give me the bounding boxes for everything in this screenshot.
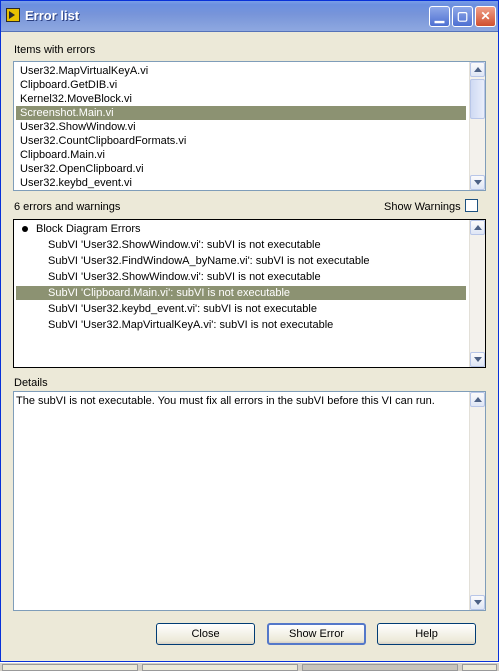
- error-item[interactable]: SubVI 'User32.MapVirtualKeyA.vi': subVI is not executable: [48, 319, 334, 331]
- help-button[interactable]: Help: [377, 623, 476, 645]
- list-item[interactable]: User32.MapVirtualKeyA.vi: [20, 65, 149, 77]
- list-item[interactable]: User32.ShowWindow.vi: [20, 121, 136, 133]
- errors-count-label: 6 errors and warnings: [14, 201, 121, 213]
- scroll-up-icon[interactable]: [470, 220, 485, 235]
- scroll-down-icon[interactable]: [470, 352, 485, 367]
- scroll-down-icon[interactable]: [470, 175, 485, 190]
- list-item[interactable]: User32.keybd_event.vi: [20, 177, 132, 189]
- close-window-button[interactable]: [475, 6, 496, 27]
- title-bar[interactable]: [1, 1, 498, 32]
- details-scrollbar[interactable]: [469, 392, 485, 610]
- errors-tree[interactable]: [13, 219, 486, 368]
- list-item[interactable]: Clipboard.GetDIB.vi: [20, 79, 118, 91]
- details-label: Details: [14, 377, 48, 389]
- list-item[interactable]: User32.OpenClipboard.vi: [20, 163, 144, 175]
- maximize-button[interactable]: [452, 6, 473, 27]
- minimize-icon: ▁: [434, 9, 445, 23]
- details-text: The subVI is not executable. You must fix all errors in the subVI before this VI can run.: [16, 395, 435, 407]
- list-item[interactable]: User32.CountClipboardFormats.vi: [20, 135, 187, 147]
- scroll-up-icon[interactable]: [470, 392, 485, 407]
- error-item[interactable]: SubVI 'User32.ShowWindow.vi': subVI is not executable: [48, 239, 321, 251]
- error-item[interactable]: SubVI 'User32.keybd_event.vi': subVI is not executable: [48, 303, 317, 315]
- error-item[interactable]: SubVI 'User32.ShowWindow.vi': subVI is not executable: [48, 271, 321, 283]
- list-item[interactable]: Kernel32.MoveBlock.vi: [20, 93, 132, 105]
- maximize-icon: ▢: [456, 9, 469, 23]
- tree-bullet-icon: [22, 226, 28, 232]
- details-box[interactable]: [13, 391, 486, 611]
- close-button[interactable]: Close: [156, 623, 255, 645]
- items-with-errors-label: Items with errors: [14, 44, 96, 56]
- error-item[interactable]: SubVI 'Clipboard.Main.vi': subVI is not executable: [16, 286, 466, 300]
- items-with-errors-list[interactable]: [13, 61, 486, 191]
- window-title: Error list: [25, 8, 80, 23]
- show-warnings-label: Show Warnings: [384, 201, 461, 213]
- scroll-thumb[interactable]: [470, 79, 485, 119]
- error-item[interactable]: SubVI 'User32.FindWindowA_byName.vi': subVI is not executable: [48, 255, 370, 267]
- errors-scrollbar[interactable]: [469, 220, 485, 367]
- list-item[interactable]: Screenshot.Main.vi: [16, 106, 466, 120]
- scroll-down-icon[interactable]: [470, 595, 485, 610]
- show-warnings-checkbox[interactable]: [465, 199, 478, 212]
- close-icon: ✕: [480, 9, 491, 23]
- labview-app-icon: [6, 8, 20, 22]
- show-error-button[interactable]: Show Error: [267, 623, 366, 645]
- items-scrollbar[interactable]: [469, 62, 485, 190]
- tree-group-label[interactable]: Block Diagram Errors: [36, 223, 141, 235]
- list-item[interactable]: Clipboard.Main.vi: [20, 149, 105, 161]
- minimize-button[interactable]: [429, 6, 450, 27]
- scroll-up-icon[interactable]: [470, 62, 485, 77]
